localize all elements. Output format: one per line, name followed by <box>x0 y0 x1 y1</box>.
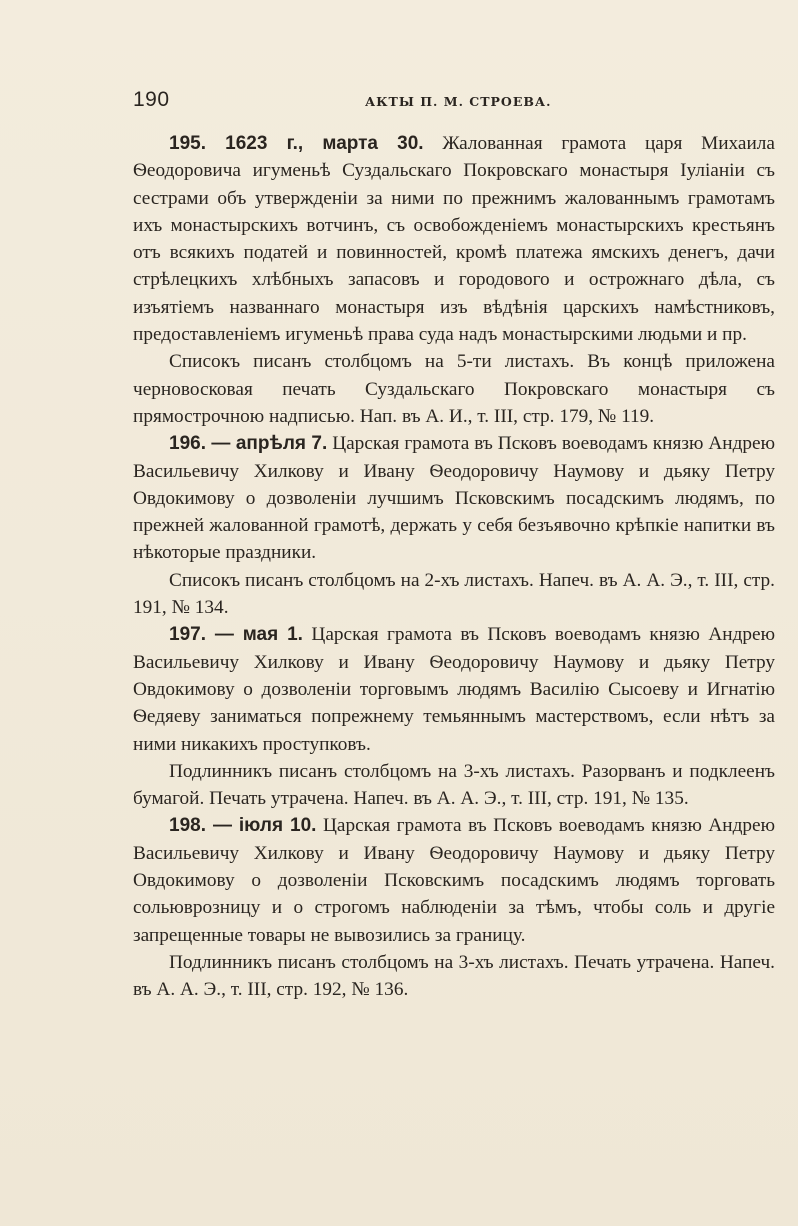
entry-text <box>133 621 775 757</box>
entry-195 <box>133 130 775 430</box>
entry-heading: 195. 1623 г., марта 30. <box>169 133 424 154</box>
entry-note: Списокъ писанъ столбцомъ на 2-хъ листахъ. Напеч. въ А. А. Э., т. III, стр. 191, № 134. <box>133 569 775 619</box>
entry-198 <box>133 812 775 1003</box>
entry-description: Жалованная грамота царя Михаила Ѳеодоровича игуменьѣ Суздальскаго Покровскаго монастыря Іуліаніи съ сестрами объ утвержденіи за ними по прежнимъ жалованнымъ грамотамъ ихъ монастырскихъ вотчинъ, съ освобожденіемъ монастырскихъ крестьянъ отъ всякихъ податей и повинностей, кромѣ платежа ямскихъ денегъ, дачи стрѣлецкихъ хлѣбныхъ запасовъ и городового и острожнаго дѣла, съ изъятіемъ названнаго монастыря изъ вѣдѣнія царскихъ намѣстниковъ, предоставленіемъ игуменьѣ права суда надъ монастырскими людьми и пр. <box>133 133 775 346</box>
entry-196 <box>133 430 775 621</box>
entry-note: Подлинникъ писанъ столбцомъ на 3-хъ листахъ. Разорванъ и подклеенъ бумагой. Печать утрачена. Напеч. въ А. А. Э., т. III, стр. 191, № 135. <box>133 760 775 810</box>
page-body <box>133 130 775 1004</box>
entry-note: Подлинникъ писанъ столбцомъ на 3-хъ листахъ. Печать утрачена. Напеч. въ А. А. Э., т. III, стр. 192, № 136. <box>133 951 775 1001</box>
entry-197 <box>133 621 775 812</box>
entry-text <box>133 430 775 566</box>
entry-heading: 198. — іюля 10. <box>169 815 317 837</box>
entry-heading: 197. — мая 1. <box>169 624 303 646</box>
entry-description: Царская грамота въ Псковъ воеводамъ князю Андрею Васильевичу Хилкову и Ивану Ѳеодоровичу Наумову и дьяку Петру Овдокимову о дозволеніи торговымъ людямъ Василію Сысоеву и Игнатію Ѳедяеву заниматься попрежнему темьяннымъ мастерствомъ, если нѣтъ за ними никакихъ проступковъ. <box>133 624 775 755</box>
entry-heading: 196. — апрѣля 7. <box>169 433 328 455</box>
entry-description: Царская грамота въ Псковъ воеводамъ князю Андрею Васильевичу Хилкову и Ивану Ѳеодоровичу Наумову и дьяку Петру Овдокимову о дозволеніи лучшимъ Псковскимъ посадскимъ людямъ, по прежней жалованной грамотѣ, держать у себя безъявочно крѣпкіе напитки въ нѣкоторые праздники. <box>133 433 775 564</box>
entry-note: Списокъ писанъ столбцомъ на 5-ти листахъ. Въ концѣ приложена черновосковая печать Суздальскаго Покровскаго монастыря съ прямострочною надписью. Нап. въ А. И., т. III, стр. 179, № 119. <box>133 351 775 427</box>
running-title: АКТЫ П. М. СТРОЕВА. <box>365 94 552 109</box>
entry-text <box>133 130 775 348</box>
entry-text <box>133 812 775 948</box>
entry-description: Царская грамота въ Псковъ воеводамъ князю Андрею Васильевичу Хилкову и Ивану Ѳеодоровичу Наумову и дьяку Петру Овдокимову о дозволеніи Псковскимъ посадскимъ людямъ торговать сольюврозницу и о строгомъ наблюденіи за тѣмъ, чтобы соль и другіе запрещенные товары не вывозились за границу. <box>133 815 775 946</box>
page-number: 190 <box>133 88 170 111</box>
page-header <box>133 88 775 118</box>
